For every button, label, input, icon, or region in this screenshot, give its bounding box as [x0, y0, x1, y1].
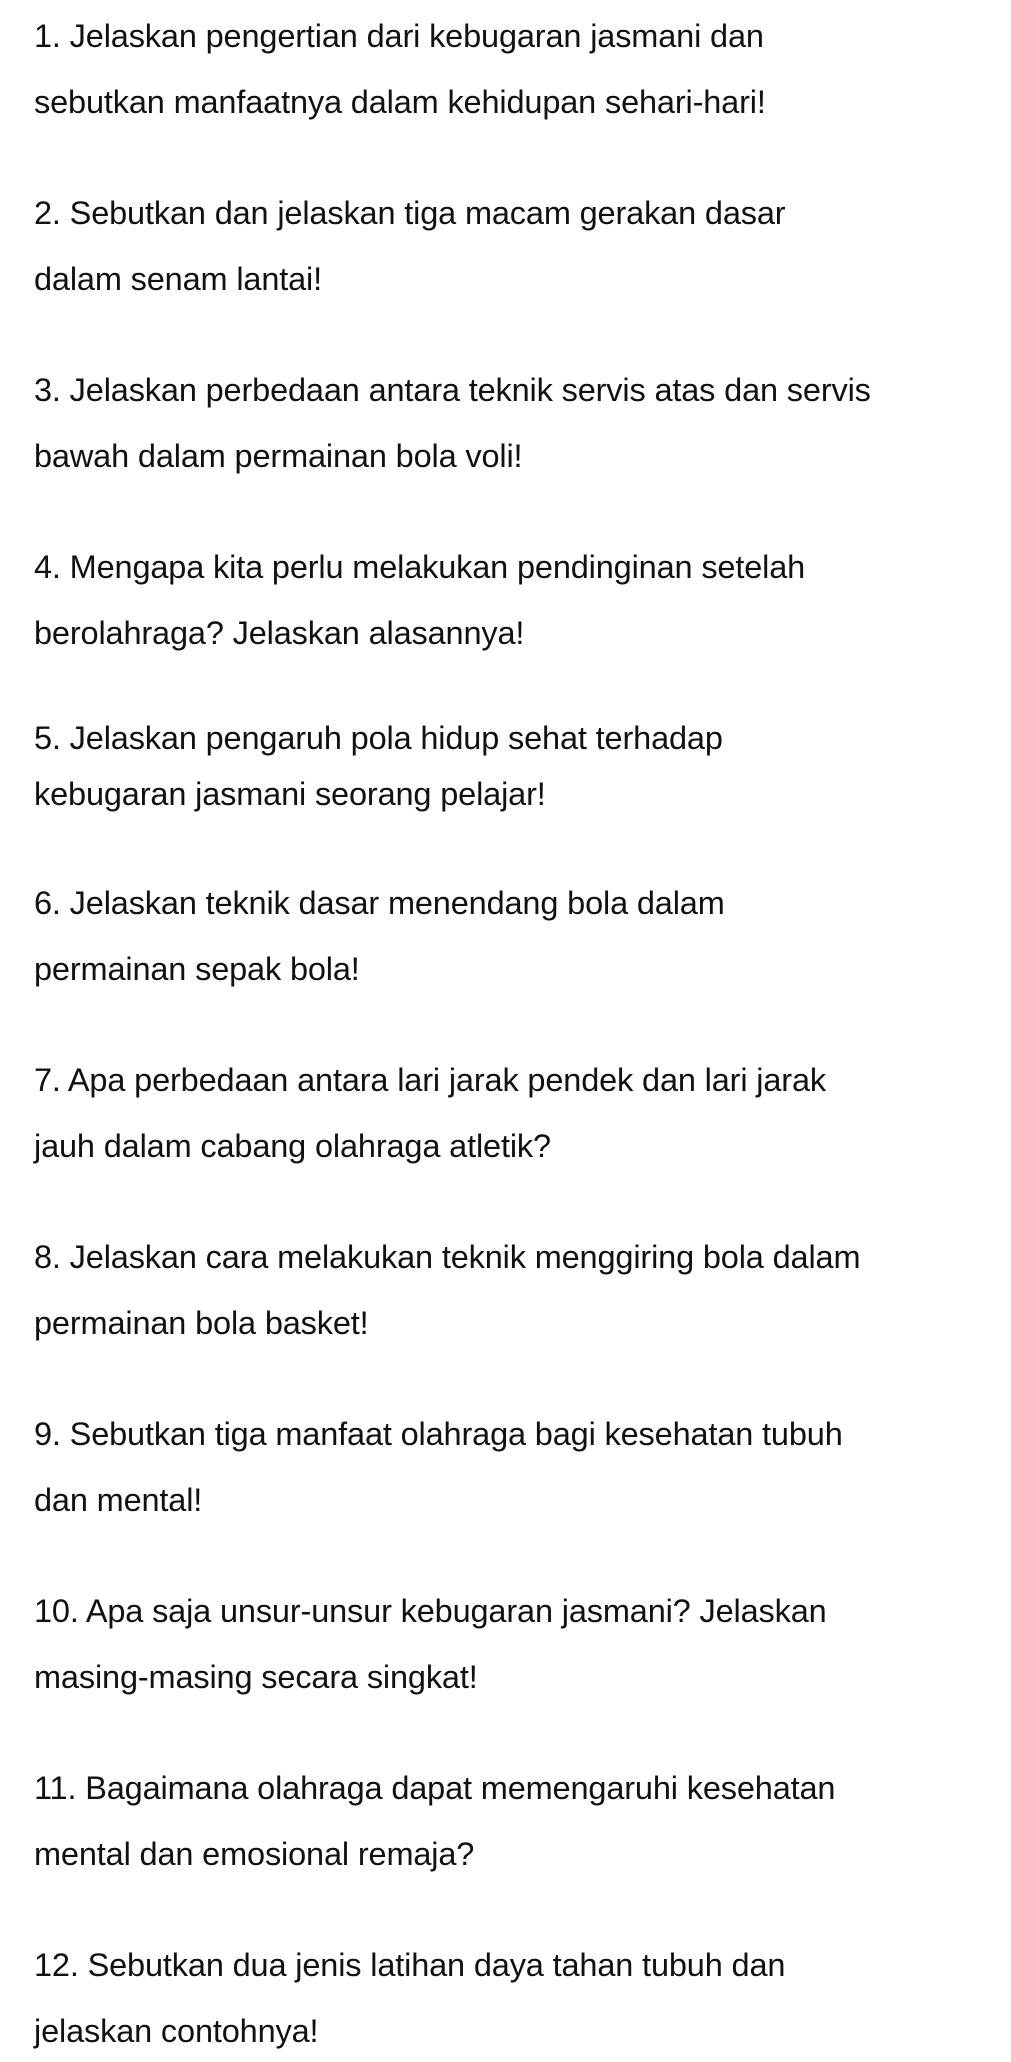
question-7-line-2: jauh dalam cabang olahraga atletik? — [34, 1128, 551, 1164]
question-9-line-2: dan mental! — [34, 1482, 203, 1518]
question-6-line-1: 6. Jelaskan teknik dasar menendang bola dalam — [34, 885, 725, 921]
question-3-line-1: 3. Jelaskan perbedaan antara teknik servis atas dan servis — [34, 372, 871, 408]
question-3-line-2: bawah dalam permainan bola voli! — [34, 438, 523, 474]
question-2-line-1: 2. Sebutkan dan jelaskan tiga macam gerakan dasar — [34, 195, 786, 231]
question-11-line-1: 11. Bagaimana olahraga dapat memengaruhi kesehatan — [34, 1770, 836, 1806]
question-4-line-2: berolahraga? Jelaskan alasannya! — [34, 615, 525, 651]
question-11-line-2: mental dan emosional remaja? — [34, 1836, 475, 1872]
question-2-line-2: dalam senam lantai! — [34, 261, 322, 297]
question-7-line-1: 7. Apa perbedaan antara lari jarak pendek dan lari jarak — [34, 1062, 826, 1098]
question-8-line-1: 8. Jelaskan cara melakukan teknik menggiring bola dalam — [34, 1239, 861, 1275]
question-1-line-2: sebutkan manfaatnya dalam kehidupan sehari-hari! — [34, 84, 766, 120]
question-4-line-1: 4. Mengapa kita perlu melakukan pendinginan setelah — [34, 549, 806, 585]
question-10-line-1: 10. Apa saja unsur-unsur kebugaran jasmani? Jelaskan — [34, 1593, 827, 1629]
question-9-line-1: 9. Sebutkan tiga manfaat olahraga bagi kesehatan tubuh — [34, 1416, 843, 1452]
question-12-line-1: 12. Sebutkan dua jenis latihan daya tahan tubuh dan — [34, 1947, 786, 1983]
question-6-line-2: permainan sepak bola! — [34, 951, 360, 987]
question-5-line-1: 5. Jelaskan pengaruh pola hidup sehat terhadap — [34, 720, 723, 756]
question-1-line-1: 1. Jelaskan pengertian dari kebugaran jasmani dan — [34, 18, 764, 54]
question-8-line-2: permainan bola basket! — [34, 1305, 369, 1341]
question-12-line-2: jelaskan contohnya! — [34, 2013, 319, 2049]
question-5-line-2: kebugaran jasmani seorang pelajar! — [34, 776, 546, 812]
question-10-line-2: masing-masing secara singkat! — [34, 1659, 478, 1695]
